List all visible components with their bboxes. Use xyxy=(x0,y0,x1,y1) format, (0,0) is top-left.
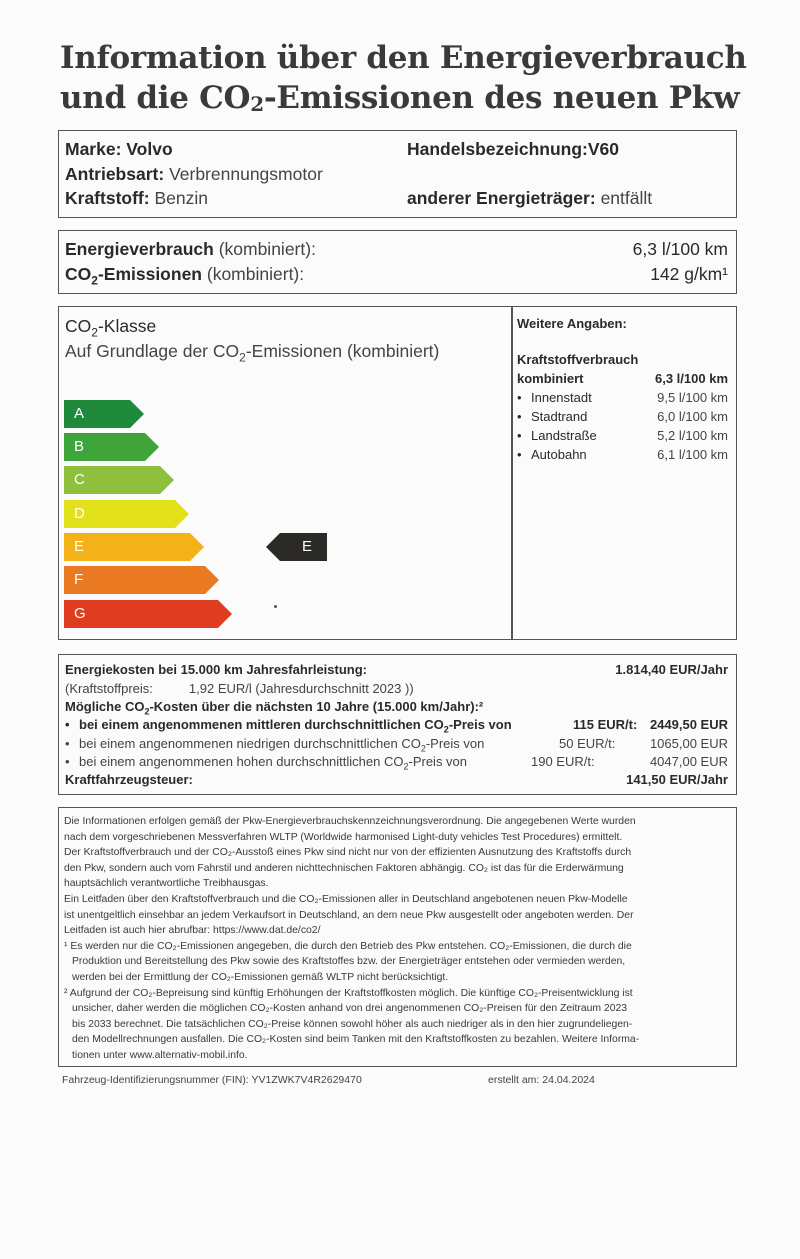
co2-cost-row-high: • bei einem angenommenen hohen durchschnittlichen $CO_2$-Preis von xyxy=(65,754,468,772)
title-line-1: Information über den Energieverbrauch xyxy=(60,40,747,76)
energy-consumption-value: 6,3 l/100 km xyxy=(632,239,728,259)
list-item: • Stadtrand xyxy=(517,409,588,424)
fuel-consumption-heading: Kraftstoffverbrauch xyxy=(517,352,639,367)
co2-emissions-value: 142 g/km¹ xyxy=(650,264,728,284)
list-item-value: 6,1 l/100 km xyxy=(657,447,728,462)
co2-class-bar-g xyxy=(64,600,232,628)
footnote-1-line: Produktion und Bereitstellung des Pkw sowie des Kraftstoffes bzw. der Energieträger entstehen oder vermieden werden, xyxy=(72,956,626,968)
co2-class-arrow-shape xyxy=(64,533,204,561)
footnote-1-line: ¹ Es werden nur die CO₂-Emissionen angegeben, die durch den Betrieb des Pkw entstehen. CO₂-Emissionen, die durch die xyxy=(64,940,632,952)
energy-costs-label: Energiekosten bei 15.000 km Jahresfahrleistung: xyxy=(65,662,368,677)
co2-emissions-label: $CO_2$-Emissionen (kombiniert): xyxy=(65,264,305,288)
list-item: • Autobahn xyxy=(517,447,587,462)
combined-label: kombiniert xyxy=(517,371,584,386)
vehicle-info-box xyxy=(58,130,737,218)
footnote-2-line: bis 2033 berechnet. Die tatsächlichen CO₂-Preise können sowohl höher als auch niedriger als in den hier zugrundeliegen- xyxy=(72,1018,633,1030)
trade-name-row: Handelsbezeichnung:V60 xyxy=(407,139,619,159)
vehicle-tax-value: 141,50 EUR/Jahr xyxy=(626,772,728,787)
footnote-1-line: werden bei der Ermittlung der CO₂-Emissionen gemäß WLTP nicht berücksichtigt. xyxy=(72,971,449,983)
legal-notes-text xyxy=(64,814,639,1064)
combined-value: 6,3 l/100 km xyxy=(655,371,728,386)
co2-cost-row-low: • bei einem angenommenen niedrigen durchschnittlichen $CO_2$-Preis von xyxy=(65,736,485,754)
list-item-value: 9,5 l/100 km xyxy=(657,390,728,405)
co2-class-letter: E xyxy=(74,538,85,555)
dot-mark xyxy=(274,605,277,608)
list-item-value: 6,0 l/100 km xyxy=(657,409,728,424)
co2-price-mid: 115 EUR/t: xyxy=(573,717,638,732)
further-info-heading: Weitere Angaben: xyxy=(517,316,627,331)
co2-class-arrow-shape xyxy=(64,566,219,594)
co2-class-subheading: Auf Grundlage der $CO_2$-Emissionen (kombiniert) xyxy=(65,341,440,365)
fuel-row: Kraftstoff: Benzin xyxy=(65,188,208,208)
co2-class-letter: C xyxy=(74,471,85,488)
note-line: Leitfaden ist auch hier abrufbar: https://www.dat.de/co2/ xyxy=(64,925,321,937)
created-date-row: erstellt am: 24.04.2024 xyxy=(488,1074,595,1086)
marker-arrow-shape xyxy=(266,533,327,561)
consumption-box xyxy=(58,230,737,294)
column-divider xyxy=(511,307,513,639)
co2-class-bar-e xyxy=(64,533,204,561)
brand-row: Marke: Volvo xyxy=(65,139,173,159)
list-item: • Innenstadt xyxy=(517,390,592,405)
note-line: nach dem vorgeschriebenen Messverfahren WLTP (Worldwide harmonised Light-duty vehicles Test Procedures) ermittelt. xyxy=(64,831,623,843)
drive-type-row: Antriebsart: Verbrennungsmotor xyxy=(65,164,323,184)
fuel-price-row: (Kraftstoffpreis: 1,92 EUR/l (Jahresdurchschnitt 2023 )) xyxy=(65,681,414,696)
note-line: hauptsächlich verantwortliche Treibhausgas. xyxy=(64,878,269,890)
co2-class-bar-c xyxy=(64,466,174,494)
vehicle-tax-label: Kraftfahrzeugsteuer: xyxy=(65,772,193,787)
energy-consumption-label: Energieverbrauch (kombiniert): xyxy=(65,239,316,259)
vin-row: Fahrzeug-Identifizierungsnummer (FIN): YV1ZWK7V4R2629470 xyxy=(62,1074,362,1086)
footnote-2-line: den Modellrechnungen ausfallen. Die CO₂-Kosten sind beim Tanken mit den Kraftstoffkosten zu bezahlen. Weitere Informa- xyxy=(72,1034,640,1046)
footnote-2-line: unsicher, daher werden die möglichen CO₂-Kosten anhand von drei angenommenen CO₂-Preisen für den Zeitraum 2023 xyxy=(72,1003,628,1015)
list-item-value: 5,2 l/100 km xyxy=(657,428,728,443)
co2-cost-high: 4047,00 EUR xyxy=(649,754,728,769)
co2-price-low: 50 EUR/t: xyxy=(559,736,616,751)
co2-class-bar-b xyxy=(64,433,159,461)
energy-costs-value: 1.814,40 EUR/Jahr xyxy=(615,662,728,677)
legal-notes-box xyxy=(58,807,737,1067)
co2-class-bar-d xyxy=(64,500,189,528)
co2-class-letter: D xyxy=(74,505,85,522)
co2-cost-low: 1065,00 EUR xyxy=(649,736,728,751)
co2-class-letter: B xyxy=(74,438,85,455)
co2-class-bar-a xyxy=(64,400,144,428)
co2-price-high: 190 EUR/t: xyxy=(531,754,595,769)
page-title xyxy=(60,38,747,124)
note-line: ist unentgeltlich einsehbar an jedem Verkaufsort in Deutschland, an dem neue Pkw ausgestellt oder angeboten werden. Der xyxy=(64,909,634,921)
current-class-marker xyxy=(266,533,327,561)
title-line-2: und die $CO_2$-Emissionen des neuen Pkw xyxy=(60,80,740,116)
costs-box xyxy=(58,654,737,795)
current-class-letter: E xyxy=(302,538,313,555)
list-item: • Landstraße xyxy=(517,428,597,443)
other-energy-row: anderer Energieträger: entfällt xyxy=(407,188,653,208)
footnote-2-line: ² Aufgrund der CO₂-Bepreisung sind künftig Erhöhungen der Kraftstoffkosten möglich. Die künftige CO₂-Preisentwicklung ist xyxy=(64,987,633,999)
note-line: Der Kraftstoffverbrauch und der CO₂-Ausstoß eines Pkw sind nicht nur von der effizienten Ausnutzung des Kraftstoffs durch xyxy=(64,847,632,859)
note-line: Ein Leitfaden über den Kraftstoffverbrauch und die CO₂-Emissionen aller in Deutschland angebotenen neuen Pkw-Modelle xyxy=(64,893,628,905)
co2-class-arrow-shape xyxy=(64,600,232,628)
co2-class-heading: $CO_2$-Klasse xyxy=(65,316,157,340)
co2-class-letter: A xyxy=(74,405,85,422)
note-line: den Pkw, sondern auch vom Fahrstil und anderen nichttechnischen Faktoren abhängig. CO₂ ist das für die Erderwärmung xyxy=(64,862,624,874)
note-line: Die Informationen erfolgen gemäß der Pkw-Energieverbrauchskennzeichnungsverordnung. Die angegebenen Werte wurden xyxy=(64,816,636,827)
co2-class-letter: F xyxy=(74,571,84,588)
co2-cost-mid: 2449,50 EUR xyxy=(649,717,728,732)
co2-costs-heading: Mögliche $CO_2$-Kosten über die nächsten 10 Jahre (15.000 km/Jahr):² xyxy=(65,699,484,717)
co2-class-bar-f xyxy=(64,566,219,594)
co2-cost-row-mid: • bei einem angenommenen mittleren durchschnittlichen $CO_2$-Preis von xyxy=(65,717,512,735)
co2-class-letter: G xyxy=(74,605,86,622)
footnote-2-line: tionen unter www.alternativ-mobil.info. xyxy=(72,1049,248,1061)
